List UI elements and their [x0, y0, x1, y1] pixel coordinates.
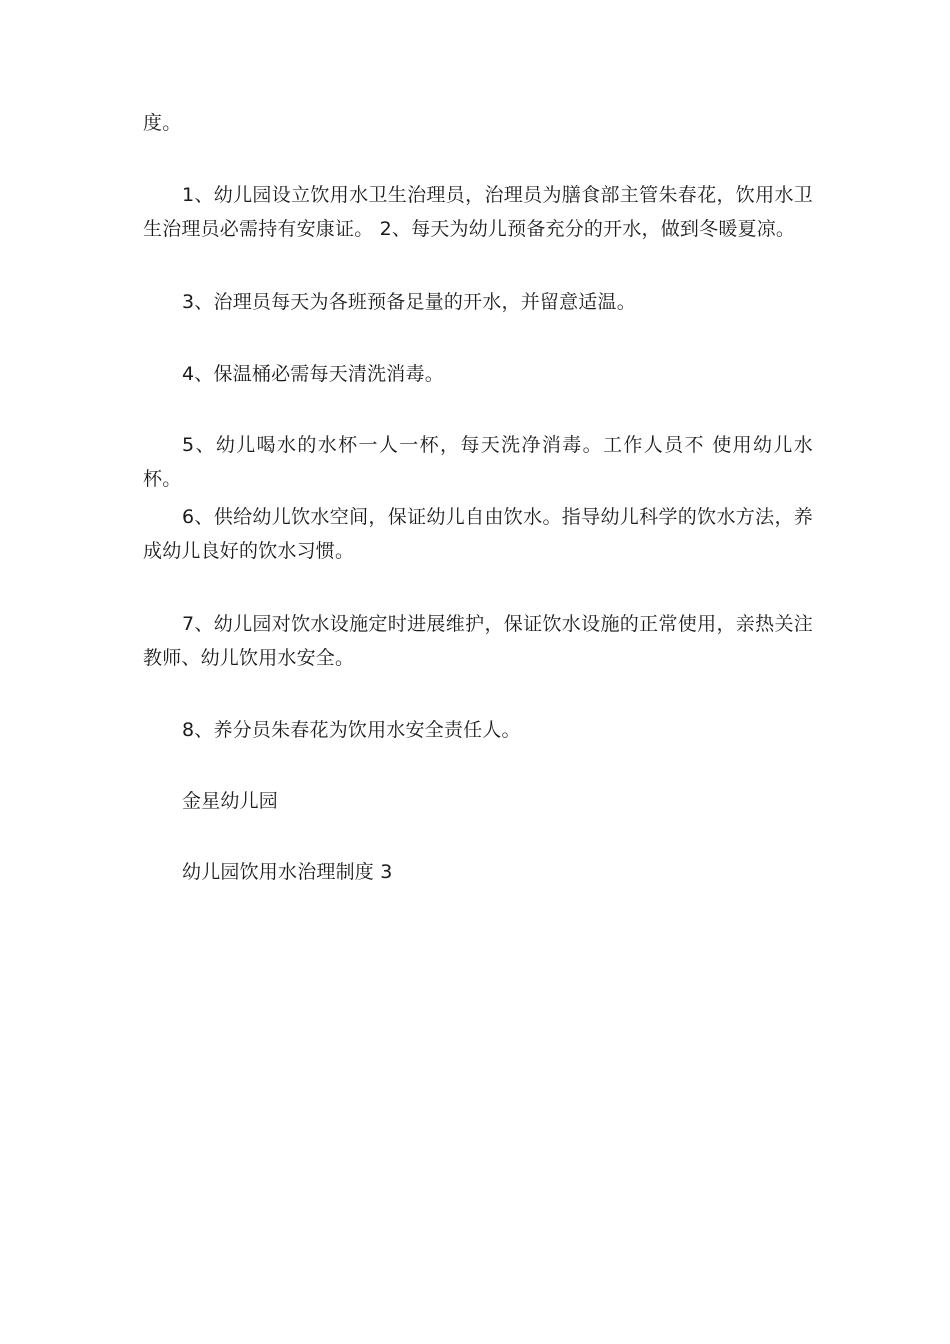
paragraph-rule-1-2: 1、幼儿园设立饮用水卫生治理员，治理员为膳食部主管朱春花，饮用水卫生治理员必需持有安康证。 2、每天为幼儿预备充分的开水，做到冬暖夏凉。 [143, 184, 813, 240]
paragraph-rule-4: 4、保温桶必需每天清洗消毒。 [182, 363, 444, 385]
paragraph-rule-7: 7、幼儿园对饮水设施定时进展维护，保证饮水设施的正常使用，亲热关注教师、幼儿饮用水安全。 [143, 613, 813, 669]
paragraph-rule-8: 8、养分员朱春花为饮用水安全责任人。 [182, 719, 521, 741]
paragraph-continuation: 度。 [143, 112, 182, 134]
paragraph-rule-3: 3、治理员每天为各班预备足量的开水，并留意适温。 [182, 291, 636, 313]
paragraph-rule-6: 6、供给幼儿饮水空间，保证幼儿自由饮水。指导幼儿科学的饮水方法，养成幼儿良好的饮水习惯。 [143, 506, 813, 562]
paragraph-rule-5: 5、幼儿喝水的水杯一人一杯，每天洗净消毒。工作人员不 使用幼儿水杯。 [143, 434, 813, 490]
section-title: 幼儿园饮用水治理制度 3 [182, 861, 393, 883]
signature-kindergarten-name: 金星幼儿园 [182, 790, 279, 812]
